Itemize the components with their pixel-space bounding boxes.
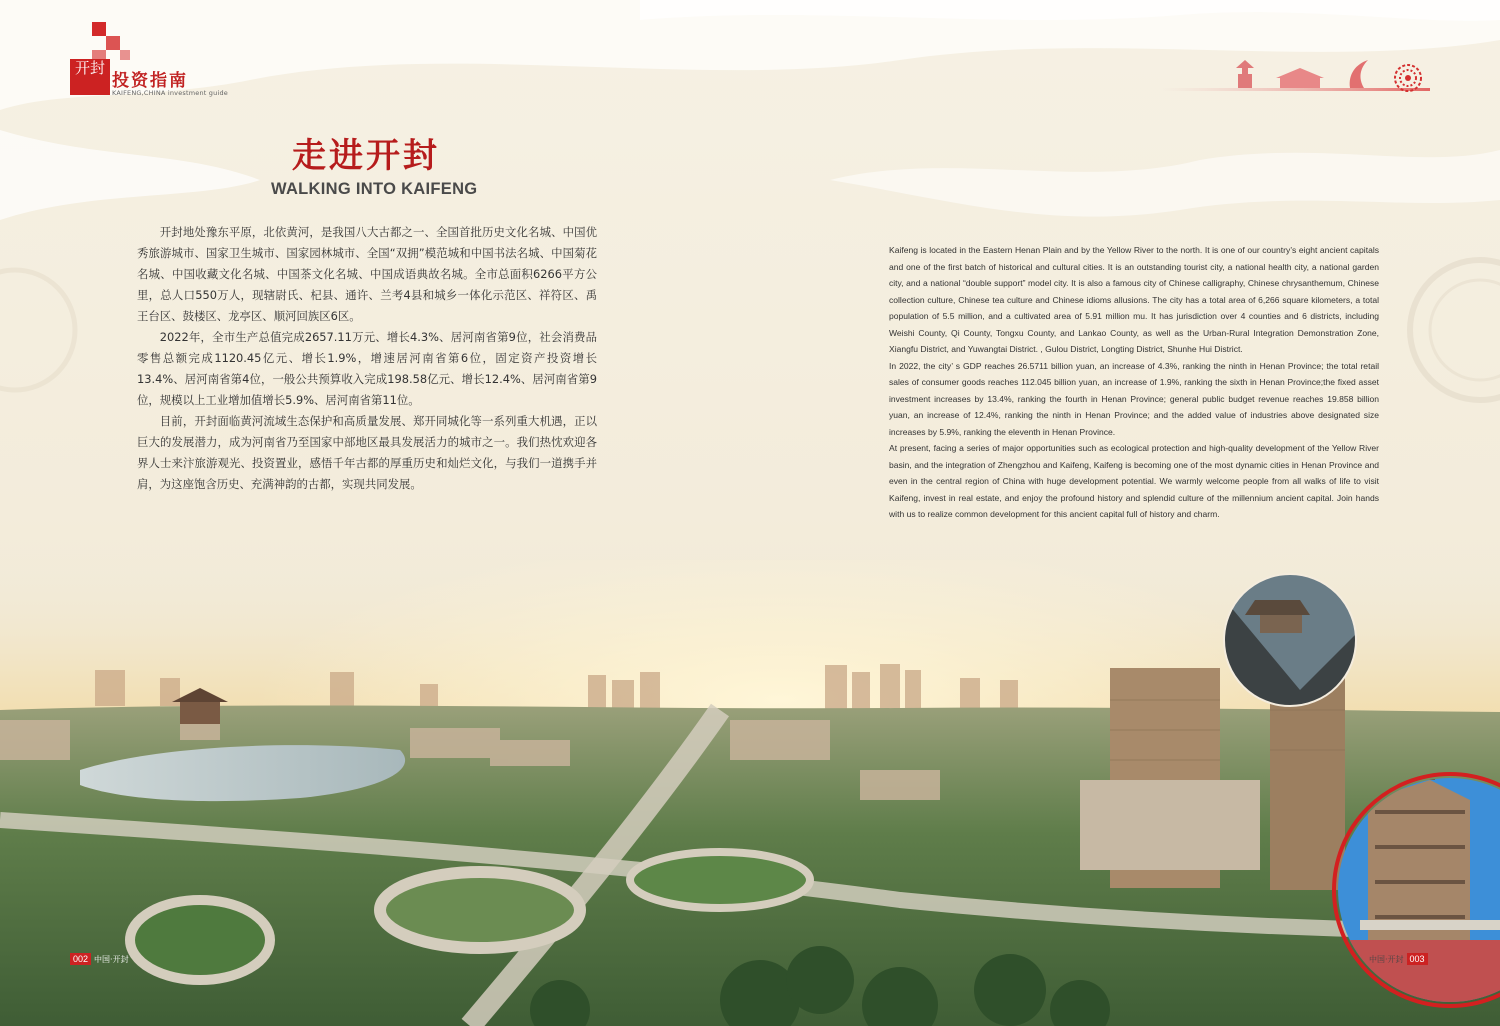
page-footer-left (70, 952, 132, 966)
page-footer-right (1366, 952, 1428, 966)
logo-subtitle: KAIFENG,CHINA investment guide (112, 89, 228, 97)
page-title-cn: 走进开封 (292, 136, 440, 176)
page-label: 中国·开封 (94, 954, 129, 964)
logo-title: 投资指南 (112, 71, 188, 91)
city-panorama-photo (0, 560, 1500, 1026)
paragraph: At present, facing a series of major opportunities such as ecological protection and high-quality development of the Yellow River basin, and the integration of Zhengzhou and Kaifeng, Kaifeng is becoming one of the most dynamic cities in Henan Province and even in the central region of China with huge development potential. We warmly welcome people from all walks of life to visit Kaifeng, invest in real estate, and enjoy the profound history and splendid culture of the millennium ancient capital. Join hands with us to realize common development for this ancient capital full of history and charm. (889, 443, 1379, 519)
paragraph: 2022年，全市生产总值完成2657.11万元、增长4.3%、居河南省第9位，社会消费品零售总额完成1120.45亿元、增长1.9%，增速居河南省第6位，固定资产投资增长13.4%、居河南省第4位，一般公共预算收入完成198.58亿元、增长12.4%、居河南省第9位，规模以上工业增加值增长5.9%、居河南省第11位。 (137, 330, 597, 407)
page-number: 003 (1407, 953, 1428, 965)
logo-mark: 开封 (70, 59, 110, 95)
logo-square (92, 22, 106, 36)
chrysanthemum-icon (1395, 65, 1421, 91)
page-number: 002 (70, 953, 91, 965)
page-label: 中国·开封 (1369, 954, 1404, 964)
paragraph: 目前，开封面临黄河流域生态保护和高质量发展、郑开同城化等一系列重大机遇，正以巨大的发展潜力，成为河南省乃至国家中部地区最具发展活力的城市之一。我们热忱欢迎各界人士来汴旅游观光、投资置业，感悟千年古都的厚重历史和灿烂文化，与我们一道携手并肩，为这座饱含历史、充满神韵的古都，实现共同发展。 (137, 414, 597, 491)
paragraph: 开封地处豫东平原，北依黄河，是我国八大古都之一、全国首批历史文化名城、中国优秀旅游城市、国家卫生城市、国家园林城市、全国“双拥”模范城和中国书法名城、中国菊花名城、中国收藏文化名城、中国茶文化名城、中国成语典故名城。全市总面积6266平方公里，总人口550万人，现辖尉氏、杞县、通许、兰考4县和城乡一体化示范区、祥符区、禹王台区、鼓楼区、龙亭区、顺河回族区6区。 (137, 225, 597, 323)
logo-square (120, 50, 130, 60)
logo-square (106, 36, 120, 50)
body-text-en (889, 242, 1379, 523)
paragraph: In 2022, the city’ s GDP reaches 26.5711 billion yuan, an increase of 4.3%, ranking the ninth in Henan Province; the total retail sales of consumer goods reaches 112.045 billion yuan, an increase of 1.9%, ranking the sixth in Henan Province;the fixed asset investment increases by 13.4%, ranking the fourth in Henan Province; general public budget revenue reaches 19.858 billion yuan, an increase of 12.4%, ranking the ninth in Henan Province; and the added value of industries above designated size increases by 5.9%, ranking the eleventh in Henan Province. (889, 360, 1379, 437)
brand-logo (70, 22, 240, 102)
page-title-en: WALKING INTO KAIFENG (271, 180, 478, 198)
pagoda-landmark-icon (1160, 52, 1430, 102)
body-text-cn (137, 222, 597, 495)
paragraph: Kaifeng is located in the Eastern Henan Plain and by the Yellow River to the north. It is one of our country’s eight ancient capitals and one of the first batch of historical and cultural cities. It is an outstanding tourist city, a national health city, a national garden city, and a national “double support” model city. It is also a famous city of Chinese calligraphy, Chinese chrysanthemum, Chinese collection culture, Chinese tea culture and Chinese idioms allusions. The city has a total area of 6,266 square kilometers, a total population of 5.5 million, and a cultivated area of 5.91 million mu. It has jurisdiction over 4 counties and 6 districts, including Weishi County, Qi County, Tongxu County, and Lankao County, as well as the Urban-Rural Integration Demonstration Zone, Xiangfu District, and Yuwangtai District. , Gulou District, Longting District, Shunhe Hui District. (889, 245, 1379, 354)
